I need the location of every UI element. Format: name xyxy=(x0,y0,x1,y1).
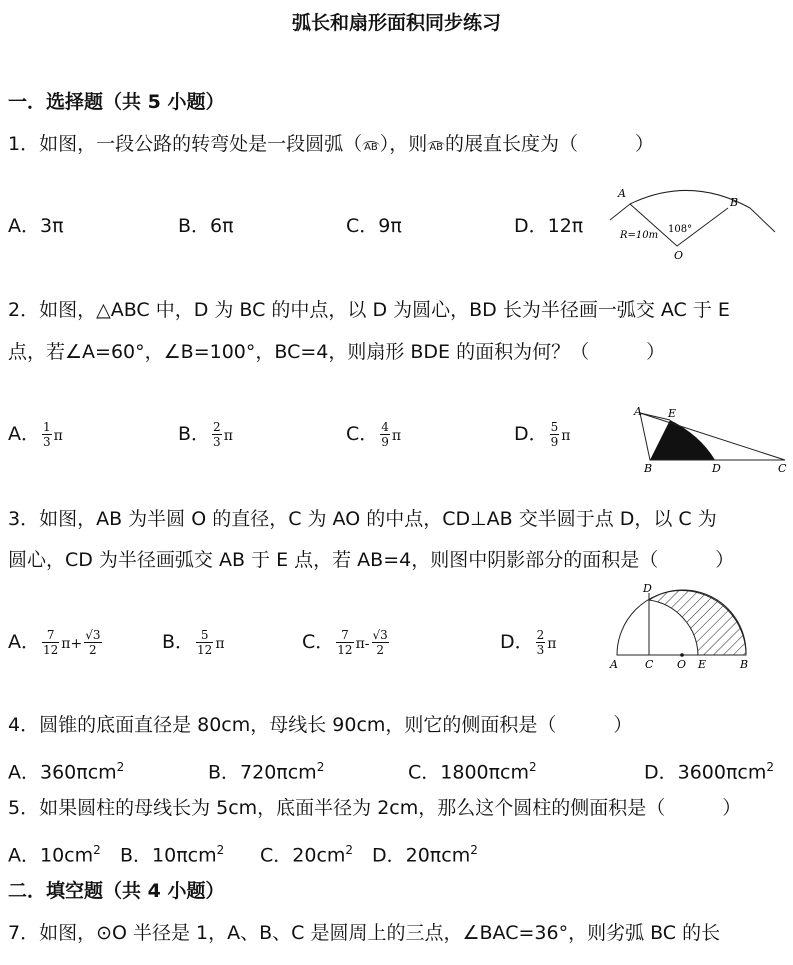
q3-option-d[interactable]: D． $\frac{2}{3}$ π xyxy=(500,628,557,657)
q3-option-b[interactable]: B． $\frac{5}{12}$ π xyxy=(162,628,225,657)
section-heading-choice: 一．选择题（共 5 小题） xyxy=(8,91,225,113)
q4-option-d[interactable]: D．3600πcm$^2$ xyxy=(644,760,775,784)
q5-option-b[interactable]: B．10πcm$^2$ xyxy=(120,843,225,867)
q4-option-a[interactable]: A．360πcm$^2$ xyxy=(8,760,125,784)
svg-text:A: A xyxy=(610,658,618,671)
svg-text:D: D xyxy=(712,462,721,475)
question-4: 4．圆锥的底面直径是 80cm，母线长 90cm，则它的侧面积是（ ） xyxy=(8,714,633,736)
question-2-line1: 2．如图，△ABC 中，D 为 BC 的中点，以 D 为圆心，BD 长为半径画一弧交 AC 于 E xyxy=(8,299,730,321)
question-1: 1．如图，一段公路的转弯处是一段圆弧（ AB ），则 AB 的展直长度为（ ） xyxy=(8,133,655,155)
q1-option-c[interactable]: C．9π xyxy=(346,215,402,237)
q2-option-b[interactable]: B． $\frac{2}{3}$ π xyxy=(178,420,233,449)
svg-text:O: O xyxy=(677,658,687,671)
svg-text:D: D xyxy=(643,582,652,595)
q4-option-b[interactable]: B．720πcm$^2$ xyxy=(208,760,325,784)
q1-option-a[interactable]: A．3π xyxy=(8,215,64,237)
question-2-line2: 点，若∠A=60°，∠B=100°，BC=4，则扇形 BDE 的面积为何？（ ） xyxy=(8,341,666,363)
svg-text:R=10m: R=10m xyxy=(620,230,659,241)
svg-text:108°: 108° xyxy=(668,224,693,235)
question-3-line1: 3．如图，AB 为半圆 O 的直径，C 为 AO 的中点，CD⊥AB 交半圆于点 D，以 C 为 xyxy=(8,508,717,530)
q1-option-d[interactable]: D．12π xyxy=(514,215,584,237)
question-5: 5．如果圆柱的母线长为 5cm，底面半径为 2cm，那么这个圆柱的侧面积是（ ） xyxy=(8,797,742,819)
svg-text:E: E xyxy=(668,407,677,420)
svg-text:O: O xyxy=(674,249,684,262)
q1-figure-road-arc xyxy=(590,180,790,270)
svg-text:C: C xyxy=(645,658,654,671)
page-title: 弧长和扇形面积同步练习 xyxy=(291,12,501,34)
q2-figure-triangle xyxy=(630,405,790,475)
svg-text:B: B xyxy=(740,658,749,671)
q3-option-a[interactable]: A． $\frac{7}{12}$ π+ $\frac{√3}{2}$ xyxy=(8,628,101,657)
q1-option-b[interactable]: B．6π xyxy=(178,215,234,237)
q5-option-c[interactable]: C．$20cm^2$ xyxy=(260,843,354,867)
q3-figure-semicircle xyxy=(600,580,760,672)
section-heading-fill: 二．填空题（共 4 小题） xyxy=(8,880,225,902)
q3-option-c[interactable]: C． $\frac{7}{12}$ π- $\frac{√3}{2}$ xyxy=(302,628,388,657)
q2-option-c[interactable]: C． $\frac{4}{9}$ π xyxy=(346,420,402,449)
svg-text:A: A xyxy=(618,187,626,200)
q2-option-d[interactable]: D． $\frac{5}{9}$ π xyxy=(514,420,571,449)
q4-option-c[interactable]: C．1800πcm$^2$ xyxy=(408,760,537,784)
q2-option-a[interactable]: A． $\frac{1}{3}$ π xyxy=(8,420,63,449)
svg-text:C: C xyxy=(778,462,787,475)
question-3-line2: 圆心，CD 为半径画弧交 AB 于 E 点，若 AB=4，则图中阴影部分的面积是（ ） xyxy=(8,549,735,571)
question-7: 7．如图，⊙O 半径是 1，A、B、C 是圆周上的三点，∠BAC=36°，则劣弧 BC 的长 xyxy=(8,922,721,944)
q5-option-a[interactable]: A．$10cm^2$ xyxy=(8,843,101,867)
svg-text:A: A xyxy=(634,405,642,418)
q5-option-d[interactable]: D．20πcm$^2$ xyxy=(372,843,478,867)
svg-text:E: E xyxy=(698,658,707,671)
svg-text:B: B xyxy=(644,462,653,475)
svg-text:B: B xyxy=(730,196,739,209)
